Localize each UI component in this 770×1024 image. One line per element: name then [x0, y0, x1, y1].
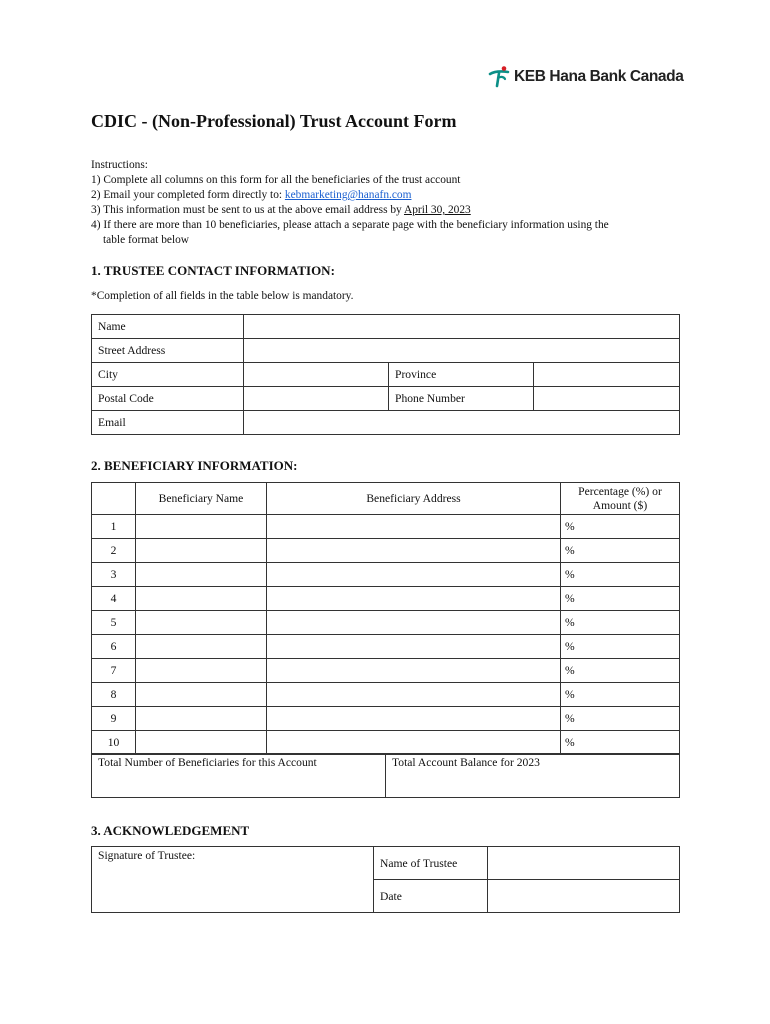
email-link[interactable]: kebmarketing@hanafn.com — [284, 189, 412, 201]
trustee-name-label: Name of Trustee — [374, 847, 488, 880]
beneficiary-row — [92, 587, 680, 611]
email-label: Email — [92, 411, 244, 435]
date-field[interactable] — [488, 880, 680, 913]
beneficiary-row — [92, 683, 680, 707]
row-number: 1 — [92, 515, 136, 539]
row-number: 10 — [92, 731, 136, 755]
percentage-field[interactable] — [561, 611, 680, 635]
instruction-2-text: 2) Email your completed form directly to: — [91, 189, 285, 201]
signature-label: Signature of Trustee: — [98, 849, 196, 862]
beneficiary-name-field[interactable] — [136, 683, 267, 707]
beneficiary-name-field[interactable] — [136, 731, 267, 755]
beneficiary-name-field[interactable] — [136, 611, 267, 635]
percentage-field[interactable] — [561, 683, 680, 707]
city-field[interactable] — [244, 363, 389, 387]
beneficiary-name-field[interactable] — [136, 635, 267, 659]
beneficiary-table — [91, 482, 680, 755]
total-beneficiaries-field[interactable] — [92, 754, 386, 798]
mandatory-note: *Completion of all fields in the table below is mandatory. — [91, 290, 354, 302]
instruction-3-text: 3) This information must be sent to us at the above email address by — [91, 204, 404, 216]
province-label: Province — [389, 363, 534, 387]
percent-sign: % — [565, 616, 575, 629]
beneficiary-name-field[interactable] — [136, 587, 267, 611]
row-number: 8 — [92, 683, 136, 707]
name-field[interactable] — [244, 315, 680, 339]
percentage-field[interactable] — [561, 707, 680, 731]
trustee-row-city — [92, 363, 680, 387]
percentage-field[interactable] — [561, 539, 680, 563]
beneficiary-address-field[interactable] — [267, 515, 561, 539]
total-balance-field[interactable] — [386, 754, 680, 798]
instructions — [91, 158, 691, 248]
beneficiary-name-field[interactable] — [136, 515, 267, 539]
trustee-row-email — [92, 411, 680, 435]
street-address-field[interactable] — [244, 339, 680, 363]
trustee-name-field[interactable] — [488, 847, 680, 880]
percentage-field[interactable] — [561, 515, 680, 539]
ack-row-name — [92, 847, 680, 880]
trustee-table — [91, 314, 680, 435]
beneficiary-name-field[interactable] — [136, 707, 267, 731]
postal-code-field[interactable] — [244, 387, 389, 411]
beneficiary-row — [92, 707, 680, 731]
trustee-heading: 1. TRUSTEE CONTACT INFORMATION: — [91, 263, 335, 278]
instruction-2 — [91, 188, 691, 203]
beneficiary-name-header: Beneficiary Name — [136, 483, 267, 515]
percentage-header-line1: Percentage (%) or — [578, 484, 662, 498]
acknowledgement-table — [91, 846, 680, 913]
percentage-field[interactable] — [561, 659, 680, 683]
totals-row — [92, 754, 680, 798]
deadline-date: April 30, 2023 — [403, 204, 471, 216]
row-number: 2 — [92, 539, 136, 563]
total-beneficiaries-label: Total Number of Beneficiaries for this Account — [98, 756, 317, 769]
percentage-field[interactable] — [561, 731, 680, 755]
email-field[interactable] — [244, 411, 680, 435]
beneficiary-address-field[interactable] — [267, 587, 561, 611]
beneficiary-row — [92, 515, 680, 539]
beneficiary-address-field[interactable] — [267, 539, 561, 563]
beneficiary-row — [92, 635, 680, 659]
percent-sign: % — [565, 688, 575, 701]
beneficiary-address-header: Beneficiary Address — [267, 483, 561, 515]
instruction-4: 4) If there are more than 10 beneficiaries, please attach a separate page with the beneficiary information using the — [91, 219, 609, 231]
beneficiary-header-row — [92, 483, 680, 515]
beneficiary-row — [92, 731, 680, 755]
form-title: CDIC - (Non-Professional) Trust Account Form — [91, 111, 457, 131]
beneficiary-address-field[interactable] — [267, 635, 561, 659]
beneficiary-row — [92, 611, 680, 635]
percent-sign: % — [565, 544, 575, 557]
beneficiary-address-field[interactable] — [267, 731, 561, 755]
hana-logo-icon — [487, 65, 511, 89]
percent-sign: % — [565, 640, 575, 653]
row-number: 6 — [92, 635, 136, 659]
beneficiary-address-field[interactable] — [267, 707, 561, 731]
phone-number-field[interactable] — [534, 387, 680, 411]
instructions-heading: Instructions: — [91, 159, 148, 171]
beneficiary-name-field[interactable] — [136, 563, 267, 587]
row-number: 4 — [92, 587, 136, 611]
percentage-field[interactable] — [561, 587, 680, 611]
row-number-header — [92, 483, 136, 515]
beneficiary-row — [92, 659, 680, 683]
row-number: 5 — [92, 611, 136, 635]
trustee-row-street — [92, 339, 680, 363]
row-number: 3 — [92, 563, 136, 587]
postal-code-label: Postal Code — [92, 387, 244, 411]
logo-text: KEB Hana Bank Canada — [514, 68, 684, 85]
beneficiary-heading: 2. BENEFICIARY INFORMATION: — [91, 458, 298, 473]
province-field[interactable] — [534, 363, 680, 387]
percentage-field[interactable] — [561, 635, 680, 659]
acknowledgement-heading: 3. ACKNOWLEDGEMENT — [91, 823, 250, 838]
beneficiary-name-field[interactable] — [136, 539, 267, 563]
percentage-header — [561, 483, 680, 515]
percent-sign: % — [565, 568, 575, 581]
totals-table — [91, 753, 680, 798]
total-balance-label: Total Account Balance for 2023 — [392, 756, 540, 769]
trustee-row-postal — [92, 387, 680, 411]
beneficiary-row — [92, 539, 680, 563]
name-label: Name — [92, 315, 244, 339]
beneficiary-rows — [92, 515, 680, 755]
beneficiary-address-field[interactable] — [267, 659, 561, 683]
percent-sign: % — [565, 520, 575, 533]
instruction-3 — [91, 203, 691, 218]
trustee-row-name — [92, 315, 680, 339]
percent-sign: % — [565, 712, 575, 725]
beneficiary-address-field[interactable] — [267, 683, 561, 707]
row-number: 7 — [92, 659, 136, 683]
beneficiary-address-field[interactable] — [267, 611, 561, 635]
street-address-label: Street Address — [92, 339, 244, 363]
instruction-1: 1) Complete all columns on this form for all the beneficiaries of the trust account — [91, 174, 461, 186]
signature-field[interactable] — [92, 847, 374, 913]
percent-sign: % — [565, 736, 575, 749]
row-number: 9 — [92, 707, 136, 731]
beneficiary-address-field[interactable] — [267, 563, 561, 587]
date-label: Date — [374, 880, 488, 913]
bank-logo — [487, 64, 683, 90]
beneficiary-name-field[interactable] — [136, 659, 267, 683]
city-label: City — [92, 363, 244, 387]
percentage-header-line2: Amount ($) — [592, 498, 648, 512]
beneficiary-row — [92, 563, 680, 587]
phone-number-label: Phone Number — [389, 387, 534, 411]
instruction-4-cont: table format below — [103, 234, 190, 246]
percentage-field[interactable] — [561, 563, 680, 587]
percent-sign: % — [565, 664, 575, 677]
percent-sign: % — [565, 592, 575, 605]
